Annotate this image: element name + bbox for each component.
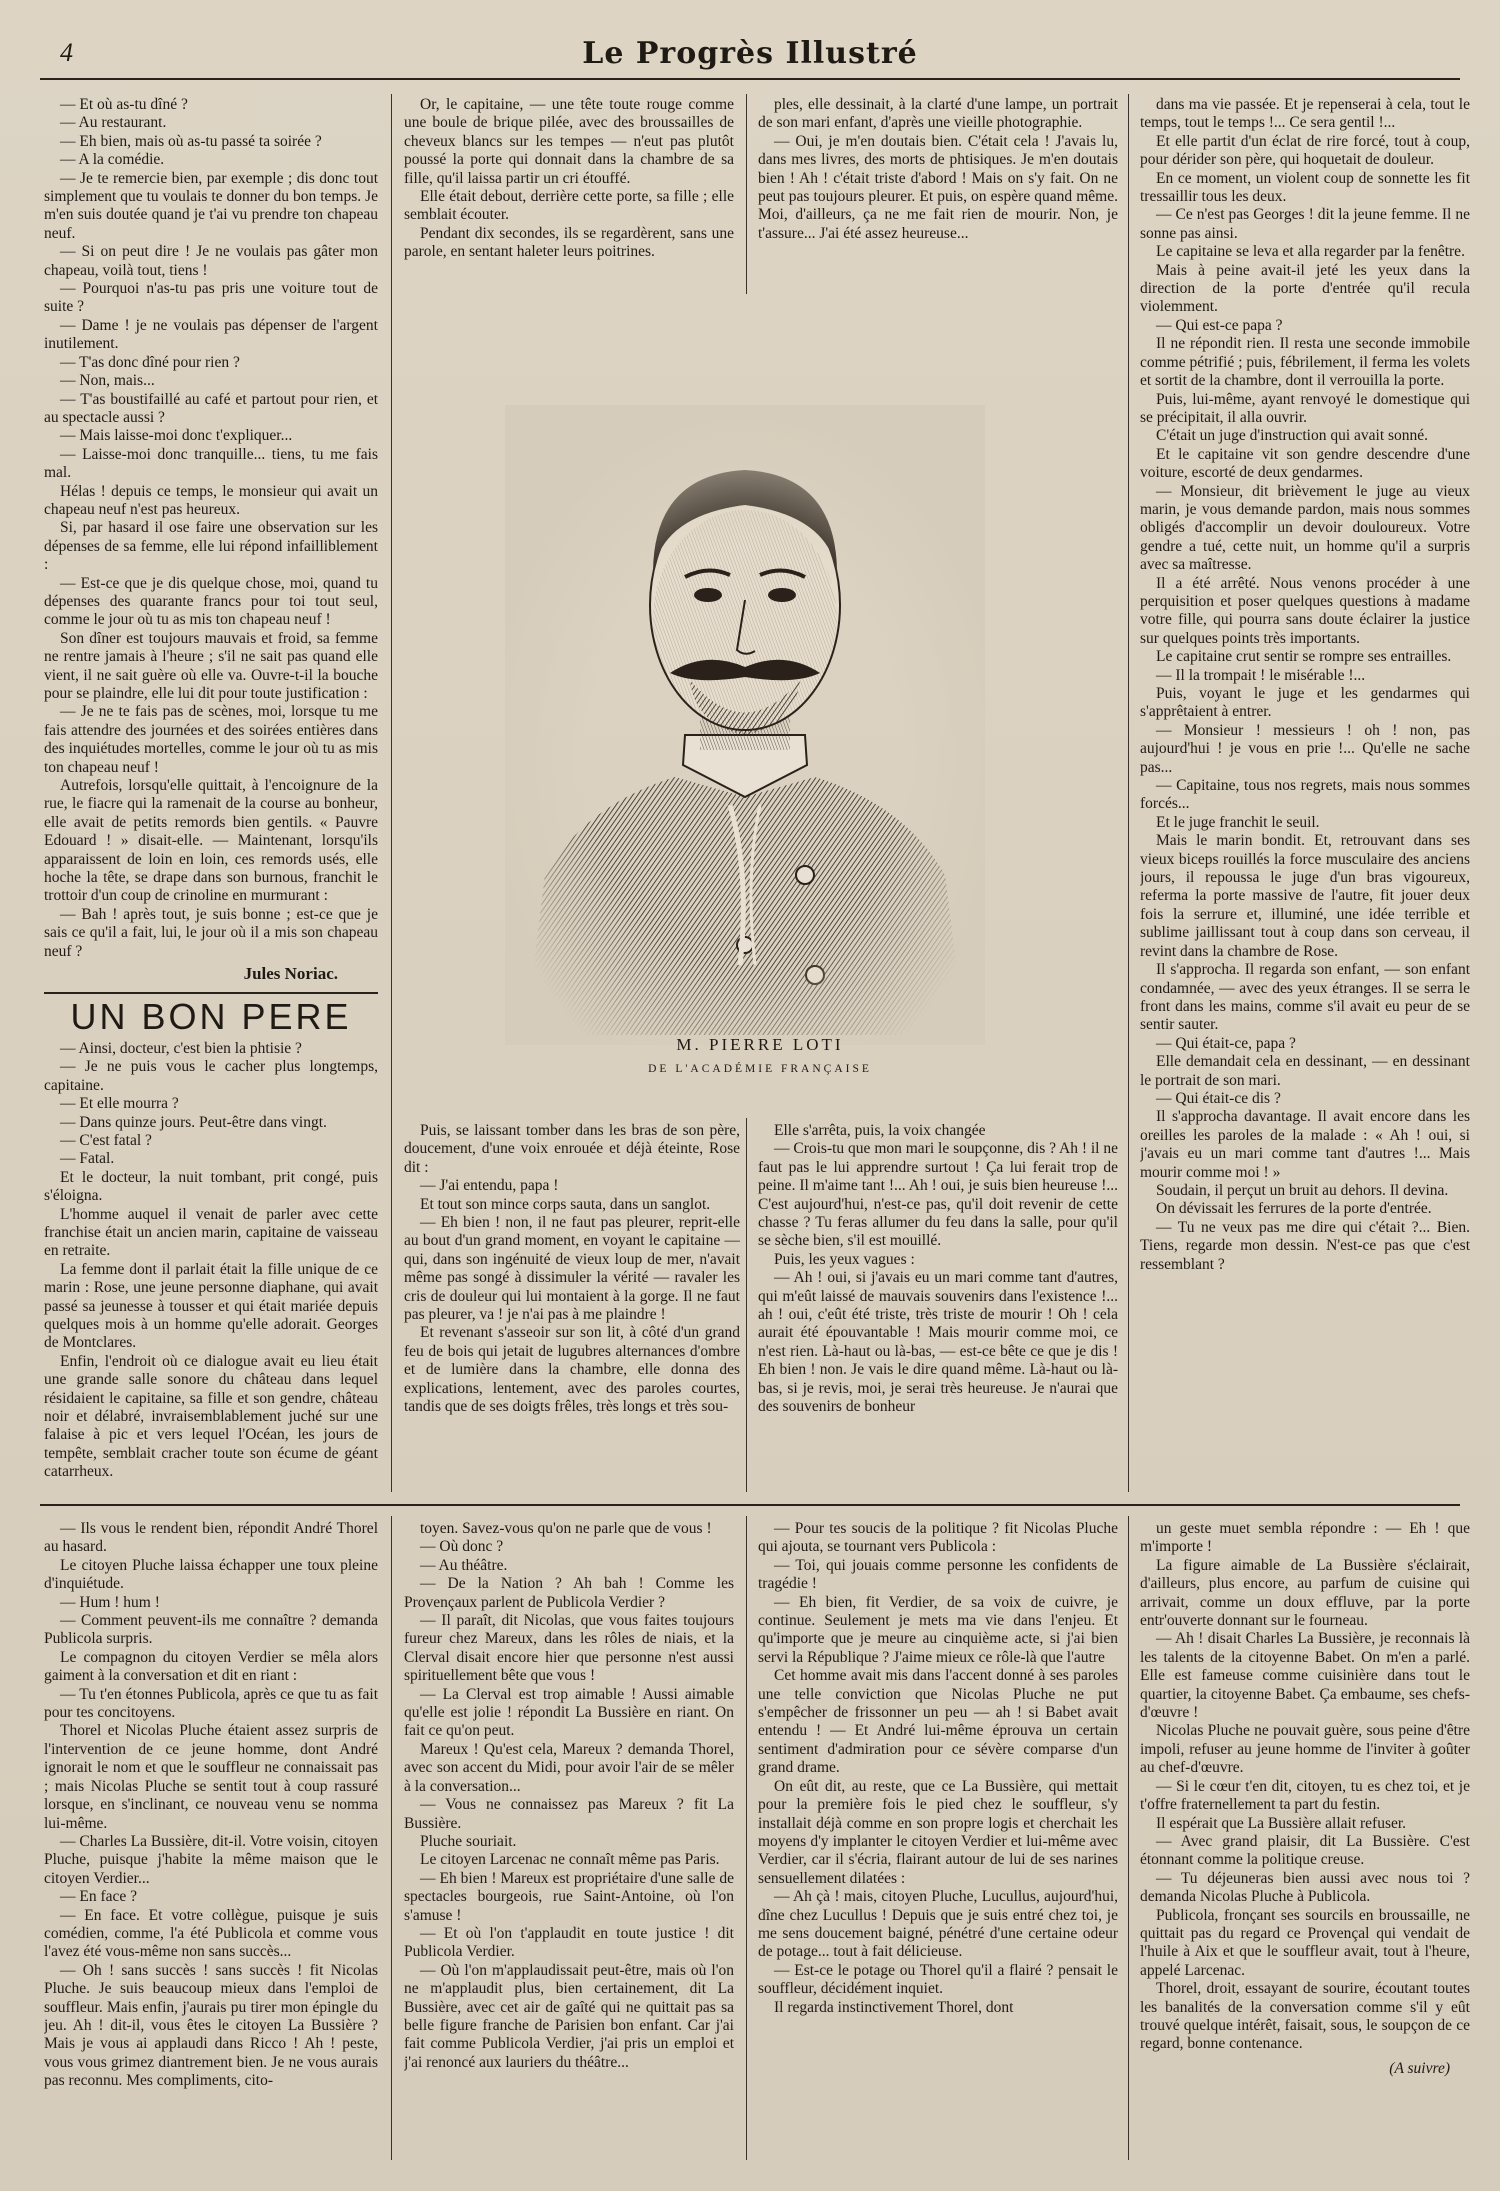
bottom-column-2 [404, 1520, 734, 2160]
story-title: UN BON PERE [70, 995, 352, 1037]
paragraph: Si, par hasard il ose faire une observation sur les dépenses de sa femme, elle lui répond infailliblement : [44, 519, 378, 574]
top-column-1 [44, 96, 378, 1490]
paragraph: — T'as donc dîné pour rien ? [60, 353, 240, 371]
paragraph: C'était un juge d'instruction qui avait sonné. [1156, 427, 1429, 445]
section-divider [40, 1504, 1460, 1506]
paragraph: Il regarda instinctivement Thorel, dont [774, 1998, 1014, 2016]
paragraph: — Tu t'en étonnes Publicola, après ce que tu as fait pour tes concitoyens. [44, 1685, 378, 1722]
paragraph: un geste muet sembla répondre : — Eh ! que m'importe ! [1140, 1520, 1470, 1556]
paragraph: — Je ne te fais pas de scènes, moi, lorsque tu me fais attendre des journées et des soirées entières dans des inquiétudes mortelles, comme le jour où tu as mis ton chapeau neuf ! [44, 703, 378, 776]
paragraph: Thorel, droit, essayant de sourire, écoutant toutes les banalités de la conversation comme s'il y eût trouvé quelque intérêt, faisait, sous, le soupçon de ce regard, bonne contenance. [1140, 1980, 1470, 2053]
paragraph: Et le capitaine vit son gendre descendre d'une voiture, escorté de deux gendarmes. [1140, 445, 1470, 482]
paragraph: — Eh bien, mais où as-tu passé ta soirée ? [60, 132, 322, 150]
paragraph: — Je te remercie bien, par exemple ; dis donc tout simplement que tu voulais te donner du bon temps. Je m'en suis doutée quand je t'ai vu prendre ton chapeau neuf. [44, 169, 378, 242]
paragraph: — Crois-tu que mon mari le soupçonne, dis ? Ah ! il ne faut pas le lui apprendre surtout ! Ça lui ferait trop de peine. Il m'aime tant !... Ah ! oui, je suis bien heureuse !... C'est aujourd'hui, n'est-ce pas, qu'il doit revenir de cette chasse ? Tu feras allumer du feu dans la salle, pour qu'il se sèche bien, s'il est mouillé. [758, 1140, 1118, 1250]
paragraph: — Dame ! je ne voulais pas dépenser de l'argent inutilement. [44, 316, 378, 353]
paragraph: Elle s'arrêta, puis, la voix changée [774, 1122, 986, 1139]
paragraph: Le compagnon du citoyen Verdier se mêla alors gaiment à la conversation et dit en riant : [44, 1648, 378, 1685]
paragraph: Pluche souriait. [420, 1832, 517, 1850]
paragraph: — Où l'on m'applaudissait peut-être, mais où l'on ne m'applaudit plus, bien certainement, dit La Bussière, avec cet air de gaîté qui ne quittait pas sa belle figure franche de Parisien bon enfant. Car j'ai fait comme Publicola Verdier, j'ai pris un emploi et j'ai renoncé aux lauriers du théâtre... [404, 1961, 734, 2071]
paragraph: Puis, lui-même, ayant renvoyé le domestique qui se précipitait, il alla ouvrir. [1140, 390, 1470, 426]
column-rule [391, 1516, 392, 2160]
paragraph: — Pour tes soucis de la politique ? fit Nicolas Pluche qui ajouta, se tournant vers Publicola : [758, 1520, 1118, 1556]
paragraph: — Ils vous le rendent bien, répondit André Thorel au hasard. [44, 1520, 378, 1556]
paragraph: — Au restaurant. [60, 114, 167, 132]
paragraph: — Ainsi, docteur, c'est bien la phtisie ? [60, 1039, 302, 1057]
paragraph: Enfin, l'endroit où ce dialogue avait eu lieu était une grande salle sonore du château dans lequel résidaient le capitaine, sa fille et son gendre, château noir et délabré, invraisemblablement juché sur une falaise à pic et vers lequel l'Océan, les jours de tempête, semblait cracher toute son écume de géant catarrheux. [44, 1352, 378, 1481]
bottom-column-1 [44, 1520, 378, 2160]
top-column-3-lower [758, 1122, 1118, 1492]
paragraph: — Oui, je m'en doutais bien. C'était cela ! J'avais lu, dans mes livres, des morts de phtisiques. Je m'en doutais bien ! Ah ! c'était triste d'abord ! Mais on s'y fait. On ne peut pas toujours pleurer. Et puis, on espère quand même. Moi, d'ailleurs, ça ne me fait rien de mourir. Non, je t'assure... J'ai été assez heureuse... [758, 132, 1118, 242]
paragraph: — J'ai entendu, papa ! [420, 1177, 559, 1195]
paragraph: Le citoyen Larcenac ne connaît même pas Paris. [420, 1851, 720, 1869]
paragraph: — Je ne puis vous le cacher plus longtemps, capitaine. [44, 1058, 378, 1094]
paragraph: — Monsieur, dit brièvement le juge au vieux marin, je vous demande pardon, mais nous sommes obligés d'accomplir un devoir douloureux. Votre gendre a tué, cette nuit, un homme qu'il a surpris avec sa maîtresse. [1140, 482, 1470, 574]
author-signature: Jules Noriac. [243, 964, 338, 984]
paragraph: Autrefois, lorsqu'elle quittait, à l'encoignure de la rue, le fiacre qui la ramenait de la course au bonheur, elle avait de petits remords bien gentils. « Pauvre Edouard ! » disait-elle. — Maintenant, lorsqu'ils apparaissent de loin en loin, ces remords usés, elle hoche la tête, se drape dans son burnous, franchit le trottoir d'un coup de crinoline en murmurant : [44, 777, 378, 905]
paragraph: — Comment peuvent-ils me connaître ? demanda Publicola surpris. [44, 1612, 378, 1648]
paragraph: Soudain, il perçut un bruit au dehors. Il devina. [1156, 1181, 1449, 1199]
paragraph: Elle était debout, derrière cette porte, sa fille ; elle semblait écouter. [404, 188, 734, 224]
portrait-caption-subtitle: DE L'ACADÉMIE FRANÇAISE [648, 1063, 872, 1075]
paragraph: Elle demandait cela en dessinant, — en dessinant le portrait de son mari. [1140, 1053, 1470, 1089]
paragraph: — Et où as-tu dîné ? [60, 96, 188, 113]
paragraph: — Qui était-ce dis ? [1156, 1089, 1281, 1107]
paragraph: — De la Nation ? Ah bah ! Comme les Provençaux parlent de Publicola Verdier ? [404, 1575, 734, 1611]
portrait-pierre-loti [505, 405, 985, 1045]
paragraph: — Il la trompait ! le misérable !... [1156, 666, 1366, 684]
paragraph: — Et où l'on t'applaudit en toute justice ! dit Publicola Verdier. [404, 1924, 734, 1961]
paragraph: Et le docteur, la nuit tombant, prit congé, puis s'éloigna. [44, 1168, 378, 1205]
bottom-column-4 [1140, 1520, 1470, 2160]
bottom-column-3 [758, 1520, 1118, 2160]
paragraph: — Est-ce que je dis quelque chose, moi, quand tu dépenses des quarante francs pour toi tout seul, comme le jour où tu as mis ton chapeau neuf ! [44, 574, 378, 629]
paragraph: — Tu déjeuneras bien aussi avec nous toi ? demanda Nicolas Pluche à Publicola. [1140, 1869, 1470, 1906]
paragraph: Hélas ! depuis ce temps, le monsieur qui avait un chapeau neuf n'est pas heureux. [44, 482, 378, 518]
paragraph: ples, elle dessinait, à la clarté d'une lampe, un portrait de son mari enfant, d'après une vieille photographie. [758, 96, 1118, 132]
paragraph: Puis, voyant le juge et les gendarmes qui s'apprêtaient à entrer. [1140, 685, 1470, 721]
paragraph: — Bah ! après tout, je suis bonne ; est-ce que je sais ce qu'il a fait, lui, le jour où il a mis son chapeau neuf ? [44, 905, 378, 960]
paragraph: — Est-ce le potage ou Thorel qu'il a flairé ? pensait le souffleur, décidément inquiet. [758, 1961, 1118, 1998]
paragraph: On eût dit, au reste, que ce La Bussière, qui mettait pour la première fois le pied chez le souffleur, s'y installait déjà comme en son propre logis et cherchait les moyens d'y implanter le citoyen Verdier et lui-même avec Verdier, car il s'écria, flairant autour de lui de ses narines sensuellement dilatées : [758, 1777, 1118, 1887]
column-rule [391, 94, 392, 1492]
paragraph: — Tu ne veux pas me dire qui c'était ?... Bien. Tiens, regarde mon dessin. N'est-ce pas que c'est ressemblant ? [1140, 1218, 1470, 1273]
paragraph: Et tout son mince corps sauta, dans un sanglot. [420, 1195, 711, 1213]
paragraph: — Avec grand plaisir, dit La Bussière. C'est étonnant comme la politique creuse. [1140, 1832, 1470, 1869]
masthead [40, 32, 1460, 80]
paragraph: — Fatal. [60, 1150, 115, 1168]
paragraph: Cet homme avait mis dans l'accent donné à ses paroles une telle conviction que Nicolas Pluche ne put s'empêcher de frissonner un peu — ah ! si Babet avait entendu ! — Et André lui-même éprouva un certain sentiment d'admiration pour ce sévère comparse d'un grand drame. [758, 1667, 1118, 1777]
paragraph: Et le juge franchit le seuil. [1156, 813, 1320, 831]
portrait-engraving [505, 405, 985, 1045]
top-column-4 [1140, 96, 1470, 1490]
paragraph: Puis, se laissant tomber dans les bras de son père, doucement, d'une voix enrouée et déjà éteinte, Rose dit : [404, 1122, 740, 1176]
paragraph: Publicola, fronçant ses sourcils en broussaille, ne quittait pas du regard ce Provençal qui vendait de l'huile à Aix et que le souffleur avait, tout à l'heure, appelé Larcenac. [1140, 1906, 1470, 1979]
top-column-2 [404, 96, 734, 306]
paragraph: — Ah çà ! mais, citoyen Pluche, Lucullus, aujourd'hui, dîne chez Lucullus ! Depuis que je suis entré chez toi, je me sens doucement baigné, pénétré d'une certaine odeur de potage... tout à fait délicieuse. [758, 1888, 1118, 1961]
paragraph: — Si on peut dire ! Je ne voulais pas gâter mon chapeau, voilà tout, tiens ! [44, 243, 378, 279]
top-column-3 [758, 96, 1118, 294]
paragraph: Mareux ! Qu'est cela, Mareux ? demanda Thorel, avec son accent du Midi, pour avoir l'air de se mêler à la conversation... [404, 1740, 734, 1795]
paragraph: — En face ? [60, 1888, 138, 1906]
paragraph: Et revenant s'asseoir sur son lit, à côté d'un grand feu de bois qui jetait de lugubres alternances d'ombre et de lumière dans la chambre, elle donna des explications, lentement, avec des paroles courtes, tandis que de ses doigts frêles, très longs et très sou- [404, 1324, 740, 1416]
column-rule [746, 94, 747, 294]
paragraph: — Qui était-ce, papa ? [1156, 1034, 1296, 1052]
paragraph: — Oh ! sans succès ! sans succès ! fit Nicolas Pluche. Je suis beaucoup mieux dans l'emploi de souffleur. Mais enfin, j'aurais pu tirer mon épingle du jeu. Ah ! dit-il, vous êtes le citoyen La Bussière ? Mais je vous ai applaudi dans Ricco ! Ah ! peste, vous vous grimez diantrement bien. Je ne vous aurais pas reconnu. Mes compliments, cito- [44, 1961, 378, 2090]
paragraph: En ce moment, un violent coup de sonnette les fit tressaillir tous les deux. [1140, 169, 1470, 206]
paragraph: Et elle partit d'un éclat de rire forcé, tout à coup, pour dérider son père, qui hoquetait de douleur. [1140, 132, 1470, 169]
paragraph: Il a été arrêté. Nous venons procéder à une perquisition et poser quelques questions à madame votre fille, qui pourra sans doute éclairer la justice sur quelques points très importants. [1140, 574, 1470, 647]
paragraph: — Toi, qui jouais comme personne les confidents de tragédie ! [758, 1556, 1118, 1593]
paragraph: — Hum ! hum ! [60, 1593, 160, 1611]
paragraph: — T'as boustifaillé au café et partout pour rien, et au spectacle aussi ? [44, 390, 378, 426]
paragraph: — Laisse-moi donc tranquille... tiens, tu me fais mal. [44, 445, 378, 482]
column-rule [746, 1516, 747, 2160]
paragraph: — Eh bien ! non, il ne faut pas pleurer, reprit-elle au bout d'un grand moment, en voyant le capitaine — qui, dans son ingénuité de vieux loup de mer, n'avait même pas songé à dissimuler la vérité — ravaler les cris de douleur qui lui montaient à la gorge. Il ne faut pas pleurer, va ! je n'ai pas à me plaindre ! [404, 1214, 740, 1324]
paragraph: — Vous ne connaissez pas Mareux ? fit La Bussière. [404, 1796, 734, 1832]
paragraph: — Mais laisse-moi donc t'expliquer... [60, 427, 293, 445]
paragraph: Nicolas Pluche ne pouvait guère, sous peine d'être impoli, refuser au jeune homme de l'inviter à goûter au chef-d'œuvre. [1140, 1722, 1470, 1777]
column-paragraphs [1140, 1520, 1470, 2054]
paragraph: — Non, mais... [60, 372, 155, 390]
paragraph: — Au théâtre. [420, 1556, 508, 1574]
paragraph: On dévissait les ferrures de la porte d'entrée. [1156, 1200, 1432, 1218]
column-rule [746, 1118, 747, 1492]
paragraph: L'homme auquel il venait de parler avec cette franchise était un ancien marin, capitaine de vaisseau en retraite. [44, 1205, 378, 1260]
portrait-caption: M. PIERRE LOTI [676, 1035, 844, 1054]
paragraph: Pendant dix secondes, ils se regardèrent, sans une parole, en sentant haleter leurs poitrines. [404, 224, 734, 261]
paragraph: toyen. Savez-vous qu'on ne parle que de vous ! [420, 1520, 712, 1537]
paragraph: — Eh bien, fit Verdier, de sa voix de cuivre, je continue. Seulement je mets ma vie dans l'enjeu. Et qu'importe que je meure au cinquième acte, si j'ai bien servi la République ? J'aime mieux ce rôle-là que l'autre [758, 1593, 1118, 1666]
top-column-2-lower [404, 1122, 740, 1492]
paragraph: — Ah ! oui, si j'avais eu un mari comme tant d'autres, qui m'eût laissé de mauvais souvenirs dans l'existence !... ah ! oui, c'eût été triste, très triste de mourir ! Oh ! cela aurait été épouvantable ! Mais mourir comme moi, ce n'est rien. Là-haut ou là-bas, — est-ce bête ce que je dis ! Eh bien ! non. Je vais le dire quand même. Là-haut ou là-bas, si je revis, moi, je serai très heureuse. Je n'aurai que des souvenirs de bonheur [758, 1269, 1118, 1416]
paragraph: — Eh bien ! Mareux est propriétaire d'une salle de spectacles bourgeois, rue Saint-Antoine, où l'on s'amuse ! [404, 1869, 734, 1924]
paragraph: Mais le marin bondit. Et, retrouvant dans ses vieux biceps rouillés la force musculaire des anciens jours, il repoussa le juge d'un bras vigoureux, referma la porte massive de l'autre, fit jouer deux fois la serrure et, illuminé, une idée terrible et sublime jaillissant tout à coup dans son cerveau, il revint dans la chambre de Rose. [1140, 832, 1470, 960]
paragraph: dans ma vie passée. Et je repenserai à cela, tout le temps, tout le temps !... Ce sera gentil !... [1140, 96, 1470, 132]
bon-pere-story-start [44, 1040, 378, 1482]
paragraph: La figure aimable de La Bussière s'éclairait, d'ailleurs, plus encore, au parfum de cuisine qui arrivait, comme un doux effluve, par la porte entr'ouverte donnant sur le fourneau. [1140, 1556, 1470, 1630]
paragraph: Le capitaine se leva et alla regarder par la fenêtre. [1156, 243, 1465, 261]
paragraph: Il espérait que La Bussière allait refuser. [1156, 1814, 1407, 1832]
column-rule [1128, 1516, 1129, 2160]
paragraph: Le capitaine crut sentir se rompre ses entrailles. [1156, 648, 1452, 666]
column-rule [1128, 94, 1129, 1492]
to-be-continued: (A suivre) [1389, 2059, 1450, 2077]
paragraph: — Ce n'est pas Georges ! dit la jeune femme. Il ne sonne pas ainsi. [1140, 206, 1470, 242]
paragraph: — Il paraît, dit Nicolas, que vous faites toujours fureur chez Mareux, dans les rôles de niais, et la Clerval disait encore hier que personne n'est aussi spirituellement bête que vous ! [404, 1612, 734, 1685]
paragraph: — A la comédie. [60, 151, 165, 169]
paragraph: — Où donc ? [420, 1538, 504, 1556]
paragraph: Thorel et Nicolas Pluche étaient assez surpris de l'intervention de ce jeune homme, dont André ignorait le nom et que le souffleur ne connaissait pas ; mais Nicolas Pluche se sentit tout à coup rassuré lorsque, en s'inclinant, ce nouveau venu se nomma lui-même. [44, 1722, 378, 1832]
paragraph: — En face. Et votre collègue, puisque je suis comédien, comme, l'a été Publicola et comme vous l'avez été vous-même non sans succès... [44, 1906, 378, 1961]
paragraph: Il s'approcha. Il regarda son enfant, — son enfant condamnée, — avec des yeux étranges. Il se serra le front dans les mains, comme s'il avait eu peur de se sentir sauter. [1140, 961, 1470, 1034]
paragraph: Puis, les yeux vagues : [774, 1250, 915, 1268]
paragraph: — Et elle mourra ? [60, 1095, 179, 1113]
noriac-story [44, 96, 378, 961]
paragraph: Or, le capitaine, — une tête toute rouge comme une boule de brique pilée, avec des broussailles de cheveux blancs sur les tempes — n'eut pas plutôt poussé la porte qui donnait dans la chambre de sa fille, qu'il laissa partir un cri étouffé. [404, 96, 734, 187]
paragraph: — C'est fatal ? [60, 1131, 152, 1149]
paragraph: — Ah ! disait Charles La Bussière, je reconnais là les talents de la citoyenne Babet. On m'en a parlé. Elle est fameuse comme cuisinière dans tout le quartier, la citoyenne Babet. Ça embaume, ses chefs-d'œuvre ! [1140, 1630, 1470, 1722]
paragraph: — La Clerval est trop aimable ! Aussi aimable qu'elle est jolie ! répondit La Bussière en riant. On fait ce qu'on peut. [404, 1685, 734, 1740]
paragraph: Il s'approcha davantage. Il avait encore dans les oreilles les paroles de la malade : « Ah ! oui, si j'avais eu un mari comme tant d'autres !... Mais mourir comme moi ! » [1140, 1108, 1470, 1181]
paragraph: Il ne répondit rien. Il resta une seconde immobile comme pétrifié ; puis, fébrilement, il ferma les volets et sortit de la chambre, dont il verrouilla la porte. [1140, 335, 1470, 390]
paragraph: La femme dont il parlait était la fille unique de ce marin : Rose, une jeune personne diaphane, qui avait passé sa jeunesse à tousser et qui était mariée depuis quelques mois à un homme qu'elle adorait. Georges de Montclares. [44, 1260, 378, 1352]
page-number: 4 [60, 38, 73, 67]
story-divider [44, 992, 378, 994]
paragraph: Le citoyen Pluche laissa échapper une toux pleine d'inquiétude. [44, 1556, 378, 1593]
paragraph: — Charles La Bussière, dit-il. Votre voisin, citoyen Pluche, puisque j'habite la même maison que le citoyen Verdier... [44, 1832, 378, 1887]
newspaper-title: Le Progrès Illustré [582, 36, 918, 71]
paragraph: — Qui est-ce papa ? [1156, 316, 1283, 334]
paragraph: — Capitaine, tous nos regrets, mais nous sommes forcés... [1140, 777, 1470, 813]
paragraph: Son dîner est toujours mauvais et froid, sa femme ne rentre jamais à l'heure ; s'il ne sait pas quand elle vient, il ne sait guère où elle va. Ouvre-t-il la bouche pour se plaindre, elle lui dit pour toute justification : [44, 629, 378, 702]
paragraph: — Pourquoi n'as-tu pas pris une voiture tout de suite ? [44, 280, 378, 316]
paragraph: Mais à peine avait-il jeté les yeux dans la direction de la porte d'entrée qu'il recula violemment. [1140, 261, 1470, 316]
paragraph: — Monsieur ! messieurs ! oh ! non, pas aujourd'hui ! je vous en prie !... Qu'elle ne sache pas... [1140, 721, 1470, 776]
paragraph: — Si le cœur t'en dit, citoyen, tu es chez toi, et je t'offre fraternellement ta part du festin. [1140, 1777, 1470, 1814]
paragraph: — Dans quinze jours. Peut-être dans vingt. [60, 1113, 327, 1131]
